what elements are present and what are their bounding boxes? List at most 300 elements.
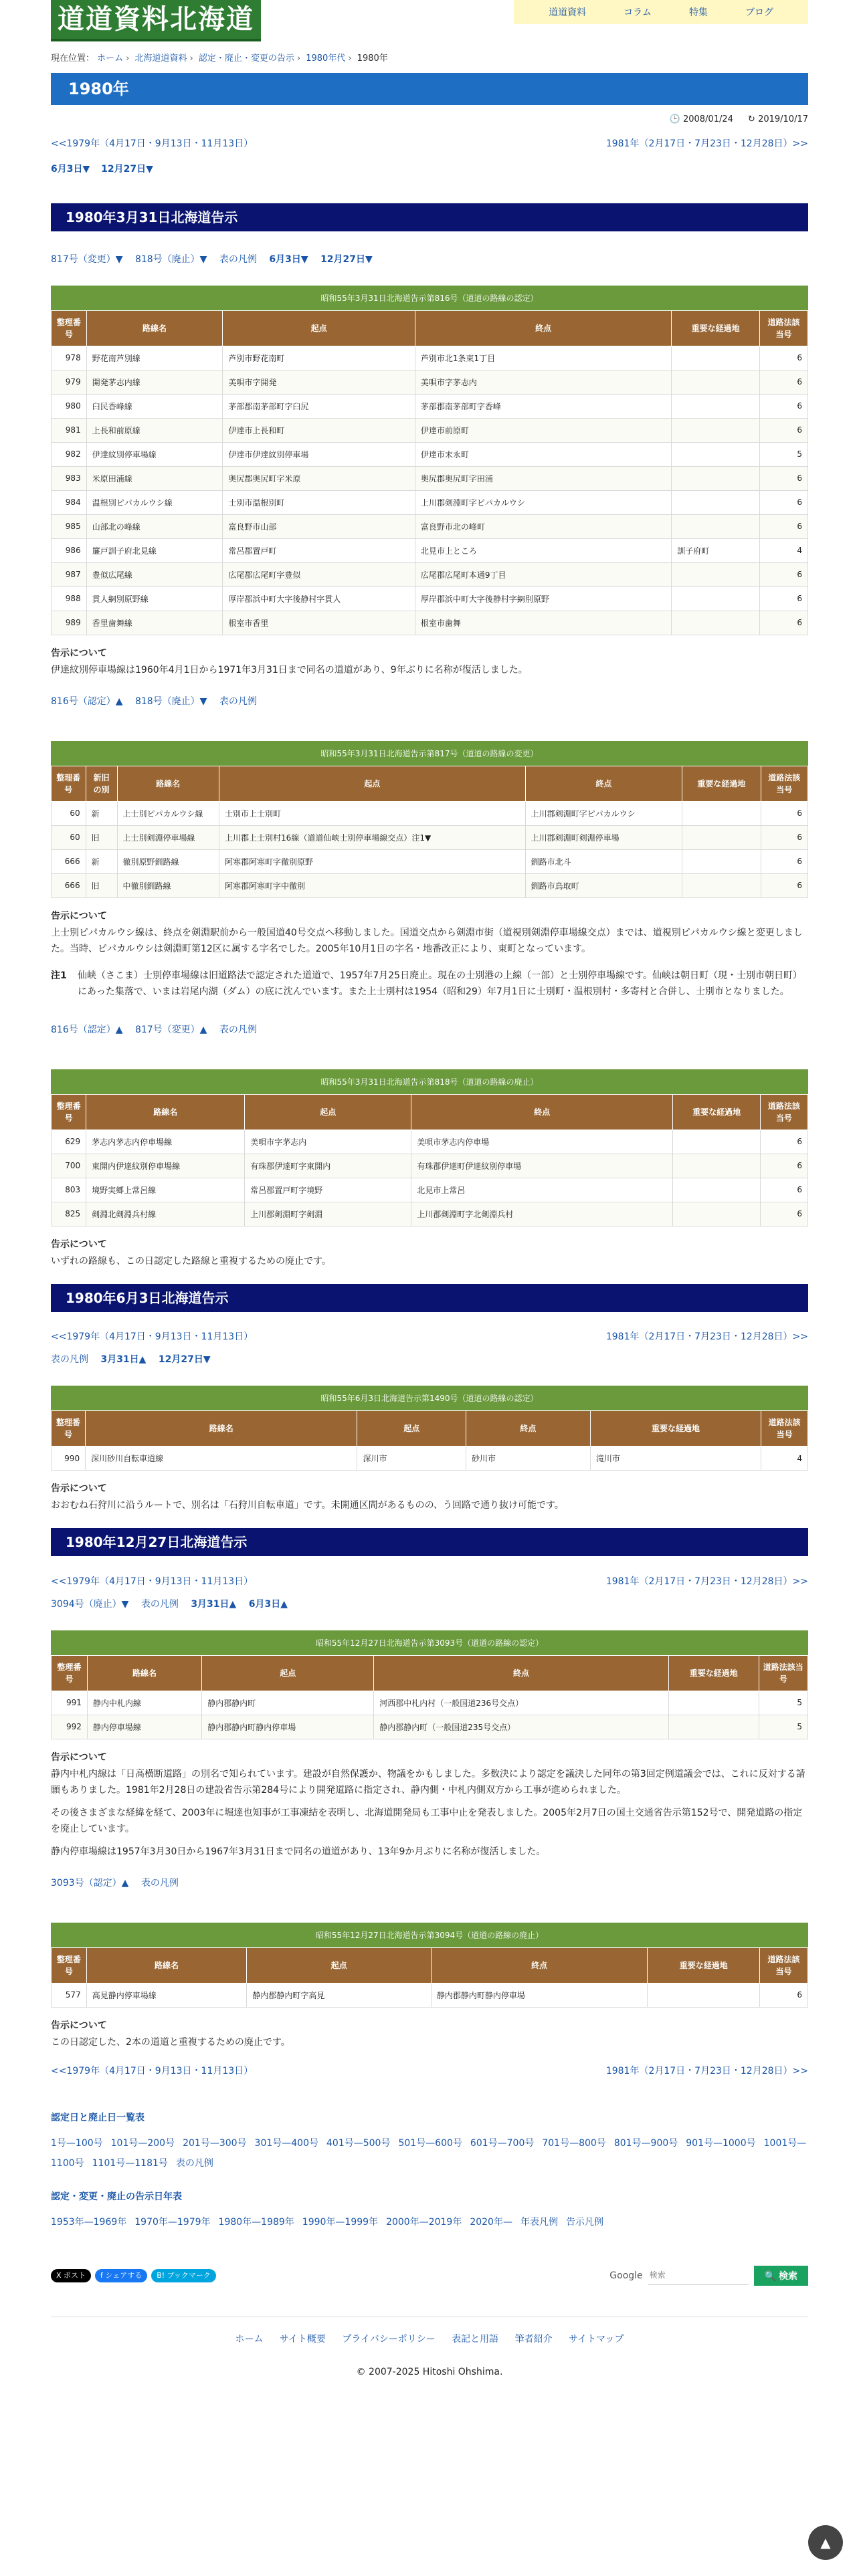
table-cell: 厚岸郡浜中町大字後静村字網別原野 — [415, 586, 671, 611]
share-buttons — [51, 2269, 216, 2282]
year-range-link[interactable]: 1980年—1989年 — [218, 2216, 294, 2228]
column-header[interactable]: 道路法該当号 — [760, 1947, 808, 1983]
table-cell: 常呂郡置戸町 — [223, 538, 415, 562]
table-cell: 根室市香里 — [223, 611, 415, 635]
column-header[interactable]: 重要な経過地 — [682, 766, 761, 801]
notes-3094 — [51, 2018, 808, 2050]
table-cell: 60 — [52, 801, 86, 825]
breadcrumb-kokuji[interactable]: 認定・廃止・変更の告示 — [198, 53, 294, 64]
site-logo[interactable]: 道道資料北海道 — [51, 0, 261, 41]
table-cell — [672, 514, 760, 538]
table-cell: 伊達紋別停車場線 — [86, 442, 223, 466]
table-cell: 5 — [759, 1691, 807, 1715]
page-title: 1980年 — [51, 73, 808, 105]
back-to-top-button[interactable]: ▲ — [808, 2525, 843, 2560]
table-cell: 666 — [52, 873, 86, 897]
table-cell: 982 — [52, 442, 87, 466]
column-header[interactable]: 終点 — [411, 1094, 673, 1130]
table-cell — [672, 466, 760, 490]
column-header[interactable]: 路線名 — [86, 1947, 247, 1983]
prev-year-link[interactable]: <<1979年（4月17日・9月13日・11月13日） — [51, 2065, 254, 2076]
breadcrumb-doudou[interactable]: 北海道道資料 — [134, 53, 187, 64]
table-cell — [672, 370, 760, 394]
range-link[interactable]: 1001号—1100号 — [51, 2137, 807, 2169]
table-row — [52, 1691, 808, 1715]
share-search-row — [51, 2266, 808, 2286]
column-header[interactable]: 終点 — [466, 1411, 591, 1446]
year-range-link[interactable]: 1990年—1999年 — [302, 2216, 379, 2228]
nav-item-blog[interactable]: ブログ — [745, 7, 773, 18]
link-legend[interactable]: 表の凡例 — [140, 1598, 179, 1610]
hatena-bookmark-button[interactable]: B! ブックマーク — [151, 2269, 216, 2282]
table-caption: 昭和55年3月31日北海道告示第818号（道道の路線の廃止） — [51, 1069, 808, 1094]
table-cell: 上川郡剣淵町字ピパカルウシ — [525, 801, 682, 825]
table-cell: 茅部郡南茅部町字臼尻 — [223, 394, 415, 418]
column-header[interactable]: 路線名 — [87, 1655, 201, 1691]
table-row — [52, 514, 808, 538]
google-search — [609, 2266, 808, 2286]
table-cell — [672, 490, 760, 514]
section-subnav-dec27 — [51, 1594, 808, 1620]
column-header[interactable]: 重要な経過地 — [672, 310, 760, 346]
table-cell: 奥尻郡奥尻町字田浦 — [415, 466, 671, 490]
footer-privacy[interactable]: プライバシーポリシー — [342, 2333, 436, 2345]
table-cell: 6 — [760, 466, 808, 490]
table-cell — [668, 1691, 759, 1715]
table-cell — [648, 1983, 760, 2007]
nav-item-shiryo[interactable]: 道道資料 — [549, 7, 587, 18]
column-header[interactable]: 整理番号 — [52, 1411, 86, 1446]
range-link[interactable]: 表の凡例 — [175, 2157, 213, 2169]
breadcrumb-home[interactable]: ホーム — [97, 53, 124, 64]
table-cell: 上川郡剣淵町字北剣淵兵村 — [411, 1202, 673, 1226]
column-header[interactable]: 道路法該当号 — [760, 310, 808, 346]
posted-date: 🕒 2008/01/24 — [669, 114, 733, 124]
table-cell: 訓子府町 — [672, 538, 760, 562]
table-cell: 伊達市伊達紋別停車場 — [223, 442, 415, 466]
after-links-817 — [51, 1013, 808, 1045]
table-cell: 芦別市北1条東1丁目 — [415, 346, 671, 370]
table-row — [52, 873, 808, 897]
column-header[interactable]: 路線名 — [86, 1411, 357, 1446]
copyright: © 2007-2025 Hitoshi Ohshima. — [356, 2366, 503, 2377]
table-816 — [51, 286, 808, 635]
search-button[interactable]: 🔍 検索 — [754, 2266, 808, 2286]
table-row — [52, 1715, 808, 1739]
breadcrumb-current: 1980年 — [357, 53, 388, 64]
range-link[interactable]: 401号—500号 — [326, 2137, 391, 2149]
prev-year-link[interactable]: <<1979年（4月17日・9月13日・11月13日） — [51, 138, 254, 149]
breadcrumb-label: 現在位置： — [51, 53, 95, 64]
table-cell: 静内停車場線 — [87, 1715, 201, 1739]
top-nav — [514, 0, 808, 24]
prev-year-link[interactable]: <<1979年（4月17日・9月13日・11月13日） — [51, 1331, 254, 1343]
link-818[interactable]: 818号（廃止）▼ — [134, 253, 207, 265]
table-cell: 北見市上ところ — [415, 538, 671, 562]
table-cell: 有珠郡伊達町字東開内 — [245, 1154, 411, 1178]
year-range-link[interactable]: 2020年— — [470, 2216, 512, 2228]
column-header[interactable]: 整理番号 — [52, 766, 86, 801]
range-link[interactable]: 101号—200号 — [110, 2137, 175, 2149]
year-range-link[interactable]: 1953年—1969年 — [51, 2216, 127, 2228]
table-row — [52, 538, 808, 562]
note-paragraph: 静内中札内線は「日高横断道路」の別名で知られています。建設が自然保護か、物議をかもしました。多数決により認定を議決した同年の第3回定例道議会では、これに反対する請願もありました。1981年2月28日の建設省告示第284号により開発道路に指定され、静内側・中札内側双方から工事が進められました。 — [51, 1768, 805, 1796]
notes-title: 告示について — [51, 2020, 107, 2031]
table-row — [52, 442, 808, 466]
table-cell: 6 — [760, 418, 808, 442]
prev-next-nav — [51, 130, 808, 156]
range-link[interactable]: 601号—700号 — [470, 2137, 535, 2149]
column-header[interactable]: 道路法該当号 — [759, 1655, 807, 1691]
table-row — [52, 1983, 808, 2007]
table-cell: 河西郡中札内村（一般国道236号交点） — [374, 1691, 669, 1715]
site-header — [51, 0, 808, 43]
table-cell: 茅志内茅志内停車場線 — [86, 1130, 245, 1154]
table-cell: 静内郡静内町 — [202, 1691, 374, 1715]
table-cell: 666 — [52, 849, 86, 873]
table-cell: 富良野市北の峰町 — [415, 514, 671, 538]
year-range-link[interactable]: 告示凡例 — [565, 2216, 603, 2228]
table-cell: 6 — [761, 801, 807, 825]
table-cell: 6 — [760, 490, 808, 514]
table-3094 — [51, 1923, 808, 2008]
range-link[interactable]: 901号—1000号 — [686, 2137, 756, 2149]
table-cell: 砂川市 — [466, 1446, 591, 1471]
link-legend[interactable]: 表の凡例 — [219, 253, 257, 265]
notes-title: 告示について — [51, 647, 107, 659]
table-row — [52, 586, 808, 611]
table-row — [52, 1178, 808, 1202]
updated-date: ↻ 2019/10/17 — [748, 114, 808, 124]
table-row — [52, 1202, 808, 1226]
column-header[interactable]: 路線名 — [86, 310, 223, 346]
table-row — [52, 346, 808, 370]
table-cell — [673, 1154, 760, 1178]
notes-818 — [51, 1237, 808, 1269]
note-paragraph: 静内停車場線は1957年3月30日から1967年3月31日まで同名の道道があり、13年9か月ぶりに名称が復活しました。 — [51, 1846, 546, 1857]
year-range-link[interactable]: 1970年—1979年 — [134, 2216, 211, 2228]
table-cell: 803 — [52, 1178, 86, 1202]
after-links-816 — [51, 685, 808, 717]
column-header[interactable]: 整理番号 — [52, 1094, 86, 1130]
table-cell: 静内郡静内町静内停車場 — [431, 1983, 647, 2007]
range-link[interactable]: 301号—400号 — [254, 2137, 318, 2149]
jump-jun3[interactable]: 6月3日▼ — [51, 164, 90, 175]
table-caption: 昭和55年6月3日北海道告示第1490号（道道の路線の認定） — [51, 1386, 808, 1410]
link-3093-up[interactable]: 3093号（認定）▲ — [51, 1877, 129, 1889]
note-paragraph: 上士別ピパカルウシ線は、終点を剣淵駅前から一般国道40号交点へ移動しました。国道交点から剣淵市街（道視別剣淵停車場線交点）までは、道視別ピパカルウシ線と変更しました。当時、ピパカルウシは剣淵町第12区に属する字名でした。2005年10月1日の字名・地番改正により、東町となっています。 — [51, 927, 803, 954]
column-header[interactable]: 終点 — [431, 1947, 647, 1983]
table-cell: 美唄市字開発 — [223, 370, 415, 394]
note-paragraph: この日認定した、2本の道道と重複するための廃止です。 — [51, 2036, 290, 2048]
footer-about[interactable]: サイト概要 — [279, 2333, 326, 2345]
table-cell — [672, 346, 760, 370]
table-cell: 980 — [52, 394, 87, 418]
link-jun3[interactable]: 6月3日▼ — [269, 253, 308, 265]
footnote-text: 仙峡（さこま）士別停車場線は旧道路法で認定された道道で、1957年7月25日廃止。現在の士別港の上線（一部）と士別停車場線です。仙峡は朝日町（現・士別市朝日町）にあった集落で、いまは岩尾内湖（ダム）の底に沈んでいます。また上士別村は1954（昭和29）年7月1日に士別町・温根別村・多寄村と合併し、士別市となりました。 — [78, 970, 802, 997]
table-cell: 貫人網別原野線 — [86, 586, 223, 611]
table-cell: 豊似広尾線 — [86, 562, 223, 586]
jump-links — [51, 156, 808, 189]
notes-1490 — [51, 1481, 808, 1513]
column-header[interactable]: 起点 — [223, 310, 415, 346]
table-cell: 静内郡静内町静内停車場 — [202, 1715, 374, 1739]
search-icon: 🔍 — [764, 2270, 779, 2281]
table-cell — [672, 611, 760, 635]
table-caption: 昭和55年12月27日北海道告示第3094号（道道の路線の廃止） — [51, 1923, 808, 1947]
year-title: 認定・変更・廃止の告示日年表 — [51, 2191, 182, 2202]
column-header[interactable]: 整理番号 — [52, 310, 87, 346]
range-link[interactable]: 201号—300号 — [183, 2137, 247, 2149]
footer-home[interactable]: ホーム — [235, 2333, 264, 2345]
column-header[interactable]: 路線名 — [86, 1094, 245, 1130]
section-subnav-jun3 — [51, 1350, 808, 1375]
link-dec27[interactable]: 12月27日▼ — [158, 1354, 211, 1366]
table-header-row — [52, 1655, 808, 1691]
page-wrapper — [51, 0, 808, 2377]
notes-3093 — [51, 1750, 808, 1860]
notes-title: 告示について — [51, 910, 107, 922]
section-title-mar31: 1980年3月31日北海道告示 — [51, 203, 808, 231]
next-year-link[interactable]: 1981年（2月17日・7月23日・12月28日）>> — [605, 138, 808, 149]
column-header[interactable]: 整理番号 — [52, 1947, 87, 1983]
column-header[interactable]: 起点 — [219, 766, 526, 801]
year-links — [51, 2212, 808, 2232]
next-year-link[interactable]: 1981年（2月17日・7月23日・12月28日）>> — [605, 2065, 808, 2076]
table-cell: 広尾郡広尾町本通9丁目 — [415, 562, 671, 586]
table-cell: 剣淵北剣淵兵村線 — [86, 1202, 245, 1226]
after-links-3093 — [51, 1866, 808, 1899]
breadcrumb-decade[interactable]: 1980年代 — [306, 53, 346, 64]
link-legend[interactable]: 表の凡例 — [51, 1354, 88, 1366]
table-cell: 奥尻郡奥尻町字米原 — [223, 466, 415, 490]
table-cell: 700 — [52, 1154, 86, 1178]
note-paragraph: その後さまざまな経緯を経て、2003年に堀達也知事が工事凍結を表明し、北海道開発局も工事中止を発表しました。2005年2月7日の国土交通省告示第152号で、開発道路の指定を廃止しています。 — [51, 1807, 803, 1834]
year-range-link[interactable]: 年表凡例 — [520, 2216, 558, 2228]
table-row — [52, 466, 808, 490]
table-cell: 991 — [52, 1691, 88, 1715]
range-links — [51, 2133, 808, 2173]
table-cell: 6 — [760, 586, 808, 611]
table-row — [52, 562, 808, 586]
next-year-link[interactable]: 1981年（2月17日・7月23日・12月28日）>> — [605, 1576, 808, 1587]
x-post-button[interactable]: X ポスト — [51, 2269, 91, 2282]
table-cell: 山部北の峰線 — [86, 514, 223, 538]
table-cell: 中徹別釧路線 — [117, 873, 219, 897]
table-cell — [672, 394, 760, 418]
column-header[interactable]: 起点 — [247, 1947, 432, 1983]
column-header[interactable]: 起点 — [202, 1655, 374, 1691]
year-range-link[interactable]: 2000年—2019年 — [386, 2216, 462, 2228]
table-header-row — [52, 310, 808, 346]
footnote-label: 注1 — [51, 970, 67, 981]
link-818-down[interactable]: 818号（廃止）▼ — [134, 695, 207, 707]
column-header[interactable]: 重要な経過地 — [590, 1411, 761, 1446]
column-header[interactable]: 起点 — [357, 1411, 466, 1446]
table-cell: 6 — [760, 1178, 807, 1202]
table-cell: 新 — [86, 801, 117, 825]
column-header[interactable]: 道路法該当号 — [761, 1411, 808, 1446]
nav-item-feature[interactable]: 特集 — [689, 7, 708, 18]
note-paragraph: いずれの路線も、この日認定した路線と重複するための廃止です。 — [51, 1255, 331, 1267]
note-paragraph: おおむね石狩川に沿うルートで、別名は「石狩川自転車道」です。未開通区間があるものの、う回路で通り抜け可能です。 — [51, 1500, 564, 1511]
table-cell: 987 — [52, 562, 87, 586]
table-cell: 6 — [761, 849, 807, 873]
notes-title: 告示について — [51, 1751, 107, 1763]
table-cell: 厚岸郡浜中町大字後静村字貫人 — [223, 586, 415, 611]
table-cell — [682, 849, 761, 873]
footer-terms[interactable]: 表記と用語 — [452, 2333, 499, 2345]
table-cell — [682, 825, 761, 849]
table-817 — [51, 741, 808, 898]
table-cell: 簾戸訓子府北見線 — [86, 538, 223, 562]
table-cell: 臼民香峰線 — [86, 394, 223, 418]
table-row — [52, 490, 808, 514]
table-cell: 988 — [52, 586, 87, 611]
table-cell: 4 — [760, 538, 808, 562]
column-header[interactable]: 重要な経過地 — [648, 1947, 760, 1983]
column-header[interactable]: 整理番号 — [52, 1655, 88, 1691]
section-title-jun3: 1980年6月3日北海道告示 — [51, 1284, 808, 1312]
table-header-row — [52, 1411, 808, 1446]
prev-year-link[interactable]: <<1979年（4月17日・9月13日・11月13日） — [51, 1576, 254, 1587]
table-cell: 広尾郡広尾町字豊似 — [223, 562, 415, 586]
range-link[interactable]: 1号—100号 — [51, 2137, 103, 2149]
link-816-up[interactable]: 816号（認定）▲ — [51, 1024, 123, 1035]
table-cell: 5 — [760, 442, 808, 466]
search-input[interactable] — [648, 2266, 749, 2285]
table-row — [52, 849, 808, 873]
table-cell: 4 — [761, 1446, 808, 1471]
table-cell: 6 — [760, 611, 808, 635]
table-cell: 6 — [760, 1154, 807, 1178]
notes-816 — [51, 646, 808, 678]
link-817-up[interactable]: 817号（変更）▲ — [134, 1024, 207, 1035]
google-label: Google — [609, 2270, 643, 2281]
table-cell: 6 — [760, 394, 808, 418]
table-cell: 60 — [52, 825, 86, 849]
table-cell: 上士別剣淵停車場線 — [117, 825, 219, 849]
prev-next-nav — [51, 2057, 808, 2084]
footer-lists — [51, 2111, 808, 2232]
table-cell: 6 — [760, 346, 808, 370]
table-cell: 986 — [52, 538, 87, 562]
table-cell: 士別市温根別町 — [223, 490, 415, 514]
table-cell: 旧 — [86, 825, 117, 849]
table-row — [52, 418, 808, 442]
column-header[interactable]: 路線名 — [117, 766, 219, 801]
nav-item-column[interactable]: コラム — [624, 7, 652, 18]
table-row — [52, 370, 808, 394]
range-link[interactable]: 701号—800号 — [542, 2137, 606, 2149]
table-cell — [673, 1178, 760, 1202]
column-header[interactable]: 重要な経過地 — [673, 1094, 760, 1130]
table-cell: 伊達市前原町 — [415, 418, 671, 442]
table-cell: 釧路市北斗 — [525, 849, 682, 873]
footer-author[interactable]: 筆者紹介 — [514, 2333, 553, 2345]
table-cell: 上川郡上士別村16線（道道仙峡士別停車場線交点）注1▼ — [219, 825, 526, 849]
table-cell: 美唄市字茅志内 — [245, 1130, 411, 1154]
table-3093 — [51, 1630, 808, 1739]
table-cell: 989 — [52, 611, 87, 635]
table-cell — [672, 418, 760, 442]
table-cell: 深川砂川自転車道線 — [86, 1446, 357, 1471]
link-mar31[interactable]: 3月31日▲ — [100, 1354, 147, 1366]
range-link[interactable]: 801号—900号 — [613, 2137, 678, 2149]
link-3094[interactable]: 3094号（廃止）▼ — [51, 1598, 129, 1610]
table-cell: 開発茅志内線 — [86, 370, 223, 394]
table-cell: 6 — [761, 873, 807, 897]
facebook-share-button[interactable]: f シェアする — [95, 2269, 147, 2282]
breadcrumb: 現在位置： ホーム › 北海道道資料 › 認定・廃止・変更の告示 › 1980年代 › 1980年 — [51, 53, 388, 64]
post-dates — [51, 105, 808, 130]
table-cell — [672, 562, 760, 586]
table-cell: 981 — [52, 418, 87, 442]
link-817[interactable]: 817号（変更）▼ — [51, 253, 123, 265]
link-mar31[interactable]: 3月31日▲ — [191, 1598, 237, 1610]
next-year-link[interactable]: 1981年（2月17日・7月23日・12月28日）>> — [605, 1331, 808, 1343]
range-link[interactable]: 1101号—1181号 — [92, 2157, 168, 2169]
table-row — [52, 1446, 808, 1471]
table-cell: 茅部郡南茅部町字香峰 — [415, 394, 671, 418]
table-cell: 滝川市 — [590, 1446, 761, 1471]
footer-nav — [51, 2317, 808, 2345]
column-header[interactable]: 道路法該当号 — [761, 766, 807, 801]
table-row — [52, 801, 808, 825]
table-cell: 6 — [760, 370, 808, 394]
column-header[interactable]: 終点 — [525, 766, 682, 801]
link-legend[interactable]: 表の凡例 — [219, 695, 257, 707]
column-header[interactable]: 終点 — [415, 310, 671, 346]
column-header[interactable]: 終点 — [374, 1655, 669, 1691]
table-cell: 高見静内停車場線 — [86, 1983, 247, 2007]
jump-dec27[interactable]: 12月27日▼ — [101, 164, 153, 175]
column-header[interactable]: 重要な経過地 — [668, 1655, 759, 1691]
table-cell — [682, 873, 761, 897]
column-header[interactable]: 新旧の別 — [86, 766, 117, 801]
table-cell: 6 — [760, 1202, 807, 1226]
table-cell: 静内郡静内町（一般国道235号交点） — [374, 1715, 669, 1739]
range-link[interactable]: 501号—600号 — [398, 2137, 462, 2149]
section-subnav-mar31 — [51, 243, 808, 275]
table-cell: 上長和前原線 — [86, 418, 223, 442]
table-cell: 米原田浦線 — [86, 466, 223, 490]
column-header[interactable]: 起点 — [245, 1094, 411, 1130]
link-legend[interactable]: 表の凡例 — [140, 1877, 179, 1889]
table-header-row — [52, 1094, 808, 1130]
table-cell: 990 — [52, 1446, 86, 1471]
table-row — [52, 394, 808, 418]
table-header-row — [52, 766, 808, 801]
table-cell: 阿寒郡阿寒町字中徹別 — [219, 873, 526, 897]
table-cell — [673, 1202, 760, 1226]
table-cell: 6 — [760, 514, 808, 538]
table-cell — [682, 801, 761, 825]
table-cell: 6 — [760, 562, 808, 586]
link-jun3[interactable]: 6月3日▲ — [248, 1598, 288, 1610]
link-816-up[interactable]: 816号（認定）▲ — [51, 695, 123, 707]
table-header-row — [52, 1947, 808, 1983]
table-cell: 富良野市山部 — [223, 514, 415, 538]
column-header[interactable]: 道路法該当号 — [760, 1094, 807, 1130]
footnote-1 — [51, 968, 808, 1000]
table-cell: 上川郡剣淵町剣淵停車場 — [525, 825, 682, 849]
table-cell: 有珠郡伊達町伊達紋別停車場 — [411, 1154, 673, 1178]
table-cell: 伊達市末永町 — [415, 442, 671, 466]
footer-sitemap[interactable]: サイトマップ — [569, 2333, 624, 2345]
link-legend[interactable]: 表の凡例 — [219, 1024, 257, 1035]
link-dec27[interactable]: 12月27日▼ — [320, 253, 373, 265]
